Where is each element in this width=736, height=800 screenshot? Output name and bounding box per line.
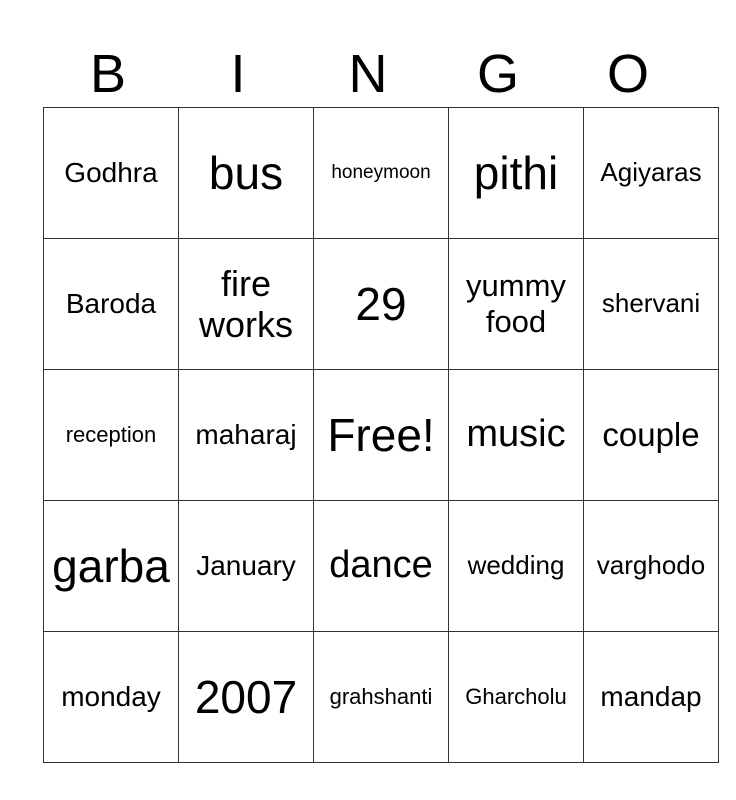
bingo-cell[interactable]: pithi [449, 108, 584, 239]
bingo-cell[interactable]: music [449, 370, 584, 501]
bingo-cell[interactable]: shervani [584, 239, 719, 370]
card-row-2 [44, 239, 719, 370]
bingo-card [43, 107, 719, 763]
bingo-cell[interactable]: January [179, 501, 314, 632]
header-letter-n: N [348, 44, 388, 104]
header-letter-g: G [476, 44, 519, 104]
bingo-cell[interactable]: Agiyaras [584, 108, 719, 239]
bingo-cell[interactable]: fire works [179, 239, 314, 370]
bingo-header [43, 40, 693, 108]
card-row-5 [44, 632, 719, 763]
bingo-cell[interactable]: dance [314, 501, 449, 632]
bingo-cell[interactable]: couple [584, 370, 719, 501]
bingo-cell[interactable]: Godhra [44, 108, 179, 239]
bingo-cell[interactable]: grahshanti [314, 632, 449, 763]
bingo-cell[interactable]: Gharcholu [449, 632, 584, 763]
free-space-cell[interactable]: Free! [314, 370, 449, 501]
bingo-cell[interactable]: yummy food [449, 239, 584, 370]
bingo-cell[interactable]: 2007 [179, 632, 314, 763]
header-letter-b: B [89, 44, 127, 104]
bingo-cell[interactable]: 29 [314, 239, 449, 370]
bingo-cell[interactable]: varghodo [584, 501, 719, 632]
card-row-4 [44, 501, 719, 632]
card-row-3 [44, 370, 719, 501]
header-letter-o: O [606, 44, 649, 104]
bingo-cell[interactable]: bus [179, 108, 314, 239]
bingo-cell[interactable]: wedding [449, 501, 584, 632]
bingo-cell[interactable]: Baroda [44, 239, 179, 370]
bingo-cell[interactable]: garba [44, 501, 179, 632]
bingo-cell[interactable]: maharaj [179, 370, 314, 501]
header-letter-i: I [230, 44, 246, 104]
bingo-cell[interactable]: mandap [584, 632, 719, 763]
card-row-1 [44, 108, 719, 239]
bingo-cell[interactable]: honeymoon [314, 108, 449, 239]
bingo-cell[interactable]: reception [44, 370, 179, 501]
bingo-cell[interactable]: monday [44, 632, 179, 763]
